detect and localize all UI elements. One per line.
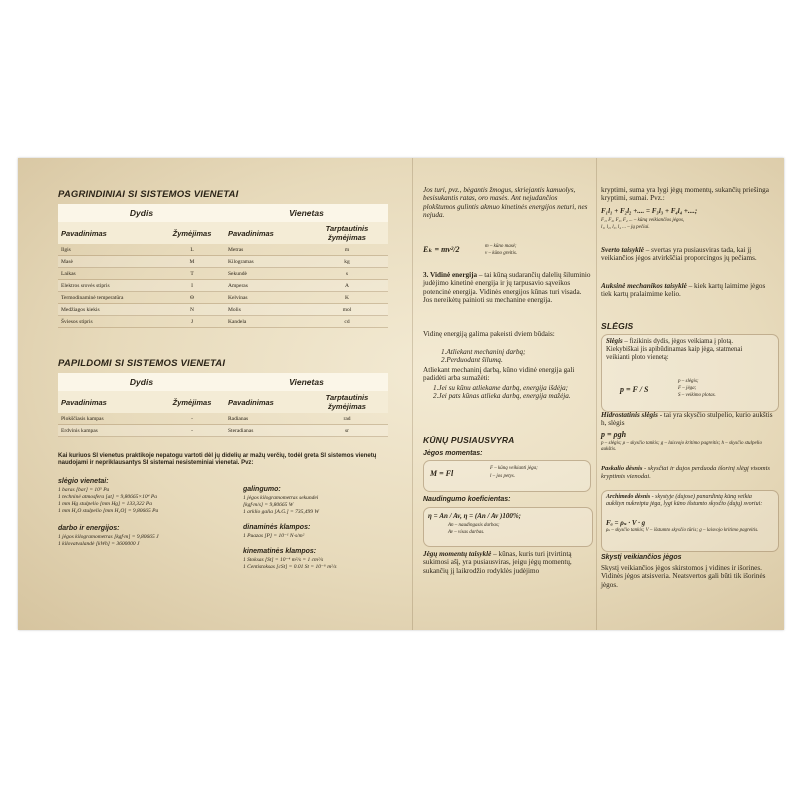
unit-symbol: kg — [306, 256, 388, 268]
list-item: 1.Jei su kūnu atliekame darbą, energija išdėja; — [433, 384, 569, 392]
archimedes-legend: ρₛ – skysčio tankis; V – išstumto skysčio tūris; g – laisvojo kritimo pagreitis. — [606, 528, 759, 533]
moment-rule-body: – kūnas, kuris turi įtvirtintą sukimosi ašį, yra pusiausviras, jeigu jėgų momentų, sukančių jį laikrodžio rodyklės judėjimo — [423, 550, 572, 575]
section-title-equilibrium: KŪNŲ PUSIAUSVYRA — [423, 435, 515, 445]
moment-formula-box — [423, 460, 591, 492]
moment-rule-heading: Jėgų momentų taisyklė — [423, 550, 492, 558]
quantity-symbol: - — [159, 425, 225, 437]
internal-energy-p2: Vidinę energiją galima pakeisti dviem būdais: — [423, 330, 555, 338]
internal-energy-heading: 3. Vidinė energija — [423, 271, 478, 279]
pressure-formula: p = F / S — [620, 385, 649, 394]
internal-energy-list-2 — [433, 384, 591, 401]
pressure-definition — [606, 338, 766, 361]
efficiency-legend-av: Av – visas darbas. — [448, 530, 485, 535]
col-pavadinimas-2: Pavadinimas — [225, 391, 306, 413]
unit-examples-right — [243, 484, 393, 571]
quantity-name: Laikas — [58, 268, 159, 280]
moment-sum-formula: F₁l₁ + F₂l₂ +.... = F₃l₃ + F₄l₄ +....; — [601, 207, 698, 215]
group-title: slėgio vienetai: — [58, 478, 109, 485]
golden-rule-body: – kiek kartų laimime jėgos tiek kartų pralaimime kelio. — [601, 282, 766, 299]
table-row — [58, 244, 388, 256]
list-item: 1.Atliekant mechaninį darbą; — [441, 348, 526, 356]
non-si-note: Kai kuriuos SI vienetus praktikoje nepatogu vartoti dėl jų didelių ar mažų verčių, todėl greta SI sistemos vienetų naudojami ir nepriklausantys SI sistemai nesisteminiai vienetai. Pvz: — [58, 453, 377, 467]
main-units-table — [58, 204, 388, 328]
brochure-sheet — [18, 158, 784, 630]
internal-energy-p3: Atliekant mechaninį darbą, kūno vidinė energija gali padidėti arba sumažėti: — [423, 366, 575, 383]
extra-units-table — [58, 373, 388, 437]
table-row — [58, 256, 388, 268]
col-pavadinimas: Pavadinimas — [58, 222, 159, 244]
unit-example: 1 Stoksas [St] = 10⁻⁴ m²/s = 1 cm²/s — [243, 557, 324, 563]
fold-line-1 — [412, 158, 413, 630]
archimedes-box — [601, 490, 779, 552]
moment-legend-f: F – kūną veikianti jėga; — [490, 466, 538, 471]
group-title: dinaminės klampos: — [243, 524, 311, 531]
archimedes-heading: Archimedo dėsnis — [606, 494, 651, 500]
internal-energy-list — [441, 348, 525, 365]
header-vienetas: Vienetas — [225, 204, 388, 222]
unit-symbol: A — [306, 280, 388, 292]
unit-symbol: s — [306, 268, 388, 280]
unit-symbol: m — [306, 244, 388, 256]
fluid-forces-heading: Skystį veikiančios jėgos — [601, 554, 682, 561]
unit-name: Molis — [225, 304, 306, 316]
unit-example: 1 jėgos kilogramometras [kgf·m] = 9,80665 J — [58, 534, 159, 540]
table-row — [58, 425, 388, 437]
col-tarptautinis: Tarptautinis žymėjimas — [306, 222, 388, 244]
moment-rule-text — [423, 550, 591, 575]
ek-formula: Eₖ = mv²/2 — [423, 245, 460, 254]
hydrostatic-text — [601, 411, 777, 428]
ek-formula-block — [423, 238, 591, 264]
unit-example: 1 arklio galia [A.G.] = 735,499 W — [243, 509, 319, 515]
table-row — [58, 316, 388, 328]
list-item: 2.Jei pats kūnas atlieka darbą, energija mažėja. — [433, 392, 571, 401]
quantity-symbol: M — [159, 256, 225, 268]
efficiency-legend-an: An – naudingasis darbas; — [448, 523, 500, 528]
unit-name: Sekundė — [225, 268, 306, 280]
unit-symbol: sr — [306, 425, 388, 437]
panel-pressure — [601, 158, 779, 630]
quantity-name: Medžiagos kiekis — [58, 304, 159, 316]
unit-example: [kgf·m/s] = 9,80665 W — [243, 502, 294, 508]
header-dydis: Dydis — [58, 373, 225, 391]
hydrostatic-legend: p – slėgis; ρ – skysčio tankis; g – laisvojo kritimo pagreitis; h – skysčio stulpelio aukštis. — [601, 441, 762, 452]
quantity-name: Masė — [58, 256, 159, 268]
pressure-legend-f: F – jėga; — [678, 386, 697, 391]
quantity-name: Ilgis — [58, 244, 159, 256]
moment-sum-legend-f: F₁, F₂, F₃, F₄ ... – kūną veikiančios jėgos, — [601, 218, 685, 223]
efficiency-heading: Naudingumo koeficientas: — [423, 496, 511, 503]
unit-example: 1 jėgos kilogramometras sekundei — [243, 495, 319, 501]
ek-legend-m: m – kūno masė; — [485, 244, 517, 249]
quantity-symbol: T — [159, 268, 225, 280]
quantity-name: Elektros srovės stipris — [58, 280, 159, 292]
quantity-symbol: Θ — [159, 292, 225, 304]
group-title: galingumo: — [243, 486, 281, 493]
moment-rule-continued: kryptimi, suma yra lygi jėgų momentų, sukančių priešinga kryptimi, sumai. Pvz.: — [601, 186, 769, 203]
pascal-heading: Paskalio dėsnis — [601, 465, 643, 472]
unit-example: 1 Puazas [P] = 10⁻¹ N·s/m² — [243, 533, 305, 539]
lever-rule-heading: Sverto taisyklė — [601, 246, 644, 254]
efficiency-formula: η = An / Av, η = (An / Av )100%; — [428, 512, 521, 520]
section-title-main-units: PAGRINDINIAI SI SISTEMOS VIENETAI — [58, 189, 239, 200]
col-tarptautinis: Tarptautinis žymėjimas — [306, 391, 388, 413]
unit-symbol: cd — [306, 316, 388, 328]
group-title: darbo ir energijos: — [58, 525, 120, 532]
hydrostatic-formula: p = ρgh — [601, 430, 627, 439]
quantity-symbol: N — [159, 304, 225, 316]
unit-symbol: rad — [306, 413, 388, 425]
unit-name: Kandela — [225, 316, 306, 328]
unit-symbol: mol — [306, 304, 388, 316]
unit-example: 1 techninė atmosfera [at] = 9,80665×10⁴ Pa — [58, 494, 158, 500]
archimedes-formula: Fₐ = ρₛ · V · g — [606, 519, 646, 527]
pressure-body: – fizikinis dydis, jėgos veikiama į plotą. Kiekybiškai jis apibūdinamas kaip jėga, statmenai veikianti ploto vienetą: — [606, 338, 743, 361]
unit-name: Kelvinas — [225, 292, 306, 304]
table-row — [58, 413, 388, 425]
table-row — [58, 280, 388, 292]
fluid-forces-text: Skystį veikiančios jėgos skirstomos į vidines ir išorines. Vidinės jėgos atsisveria. Neatsvertos gali būti tik išorinės jėgos. — [601, 564, 766, 589]
unit-example: 1 mm H₂O stulpelio [mm H₂O] = 9,80665 Pa — [58, 508, 159, 514]
lever-rule-text — [601, 246, 777, 263]
unit-example: 1 mm Hg stulpelio [mm Hg] = 133,322 Pa — [58, 501, 153, 507]
pressure-box — [601, 334, 779, 412]
quantity-name: Plokščiasis kampas — [58, 413, 159, 425]
unit-example: 1 baras [bar] = 10⁵ Pa — [58, 487, 110, 493]
quantity-symbol: L — [159, 244, 225, 256]
internal-energy-text — [423, 271, 591, 304]
unit-example: 1 Centistoksas [cSt] = 0.01 St = 10⁻⁶ m²/s — [243, 564, 337, 570]
list-item: 2.Perduodant šilumą. — [441, 356, 503, 365]
table-row — [58, 292, 388, 304]
moment-legend-l: l – jos petys. — [490, 474, 515, 479]
quantity-symbol: - — [159, 413, 225, 425]
quantity-name: Erdvinis kampas — [58, 425, 159, 437]
panel-energy-equilibrium — [423, 158, 593, 630]
golden-rule-heading: Auksinė mechanikos taisyklė — [601, 282, 687, 290]
pressure-legend-p: p – slėgis; — [678, 379, 699, 384]
unit-examples-left — [58, 476, 233, 548]
unit-name: Steradianas — [225, 425, 306, 437]
quantity-name: Termodinaminė temperatūra — [58, 292, 159, 304]
fold-line-2 — [596, 158, 597, 630]
pressure-legend-s: S – veikimo plotas. — [678, 393, 716, 398]
col-zymejimas: Žymėjimas — [159, 391, 225, 413]
pascal-body: - skysčiai ir dujos perduoda išorinį slėgį visomis kryptimis vienodai. — [601, 465, 770, 480]
quantity-symbol: I — [159, 280, 225, 292]
col-zymejimas: Žymėjimas — [159, 222, 225, 244]
efficiency-formula-box — [423, 507, 593, 547]
hydrostatic-body: - tai yra skysčio stulpelio, kurio aukštis h, slėgis — [601, 411, 773, 428]
table-row — [58, 268, 388, 280]
col-pavadinimas-2: Pavadinimas — [225, 222, 306, 244]
moment-formula: M = Fl — [430, 469, 454, 478]
unit-symbol: K — [306, 292, 388, 304]
archimedes-body: - skystyje (dujose) panardintą kūną veikia aukštyn nukreipta jėga, lygi kūno išstumto skysčio (dujų) svoriui: — [606, 494, 763, 507]
pascal-text — [601, 465, 777, 480]
ek-legend-v: v – kūno greitis. — [485, 251, 518, 256]
unit-name: Kilogramas — [225, 256, 306, 268]
unit-name: Metras — [225, 244, 306, 256]
lever-rule-body: – svertas yra pusiausviras tada, kai jį veikiančios jėgos atvirkščiai proporcingos jų pečiams. — [601, 246, 757, 263]
moment-sum-legend-l: l₁, l₂, l₃, l₄ ... – jų pečiai. — [601, 225, 650, 230]
table-row — [58, 304, 388, 316]
unit-name: Amperas — [225, 280, 306, 292]
archimedes-text — [606, 494, 766, 508]
hydrostatic-heading: Hidrostatinis slėgis — [601, 411, 658, 419]
panel-si-units — [58, 158, 398, 630]
moment-heading: Jėgos momentas: — [423, 450, 483, 457]
pressure-heading: Slėgis — [606, 338, 623, 345]
kinetic-intro: Jos turi, pvz., bėgantis žmogus, skriejantis kamuolys, besisukantis ratas, oro masės. Ant nejudančios plokštumos gulintis akmuo kinetinės energijos neturi, nes nejuda. — [423, 186, 588, 219]
group-title: kinematinės klampos: — [243, 548, 317, 555]
header-dydis: Dydis — [58, 204, 225, 222]
unit-example: 1 kilovatvalandė [kWh] = 3600000 J — [58, 541, 140, 547]
section-title-pressure: SLĖGIS — [601, 321, 634, 331]
header-vienetas: Vienetas — [225, 373, 388, 391]
quantity-name: Šviesos stipris — [58, 316, 159, 328]
golden-rule-text — [601, 282, 777, 299]
internal-energy-body: – tai kūną sudarančių dalelių šiluminio judėjimo kinetinė energija ir jų tarpusavio sąveikos potencinė energija. Vidinės energijos kūnas turi visada. Jos nereikėtų painioti su mechanine energija. — [423, 271, 591, 304]
section-title-extra-units: PAPILDOMI SI SISTEMOS VIENETAI — [58, 358, 226, 369]
col-pavadinimas: Pavadinimas — [58, 391, 159, 413]
quantity-symbol: J — [159, 316, 225, 328]
unit-name: Radianas — [225, 413, 306, 425]
